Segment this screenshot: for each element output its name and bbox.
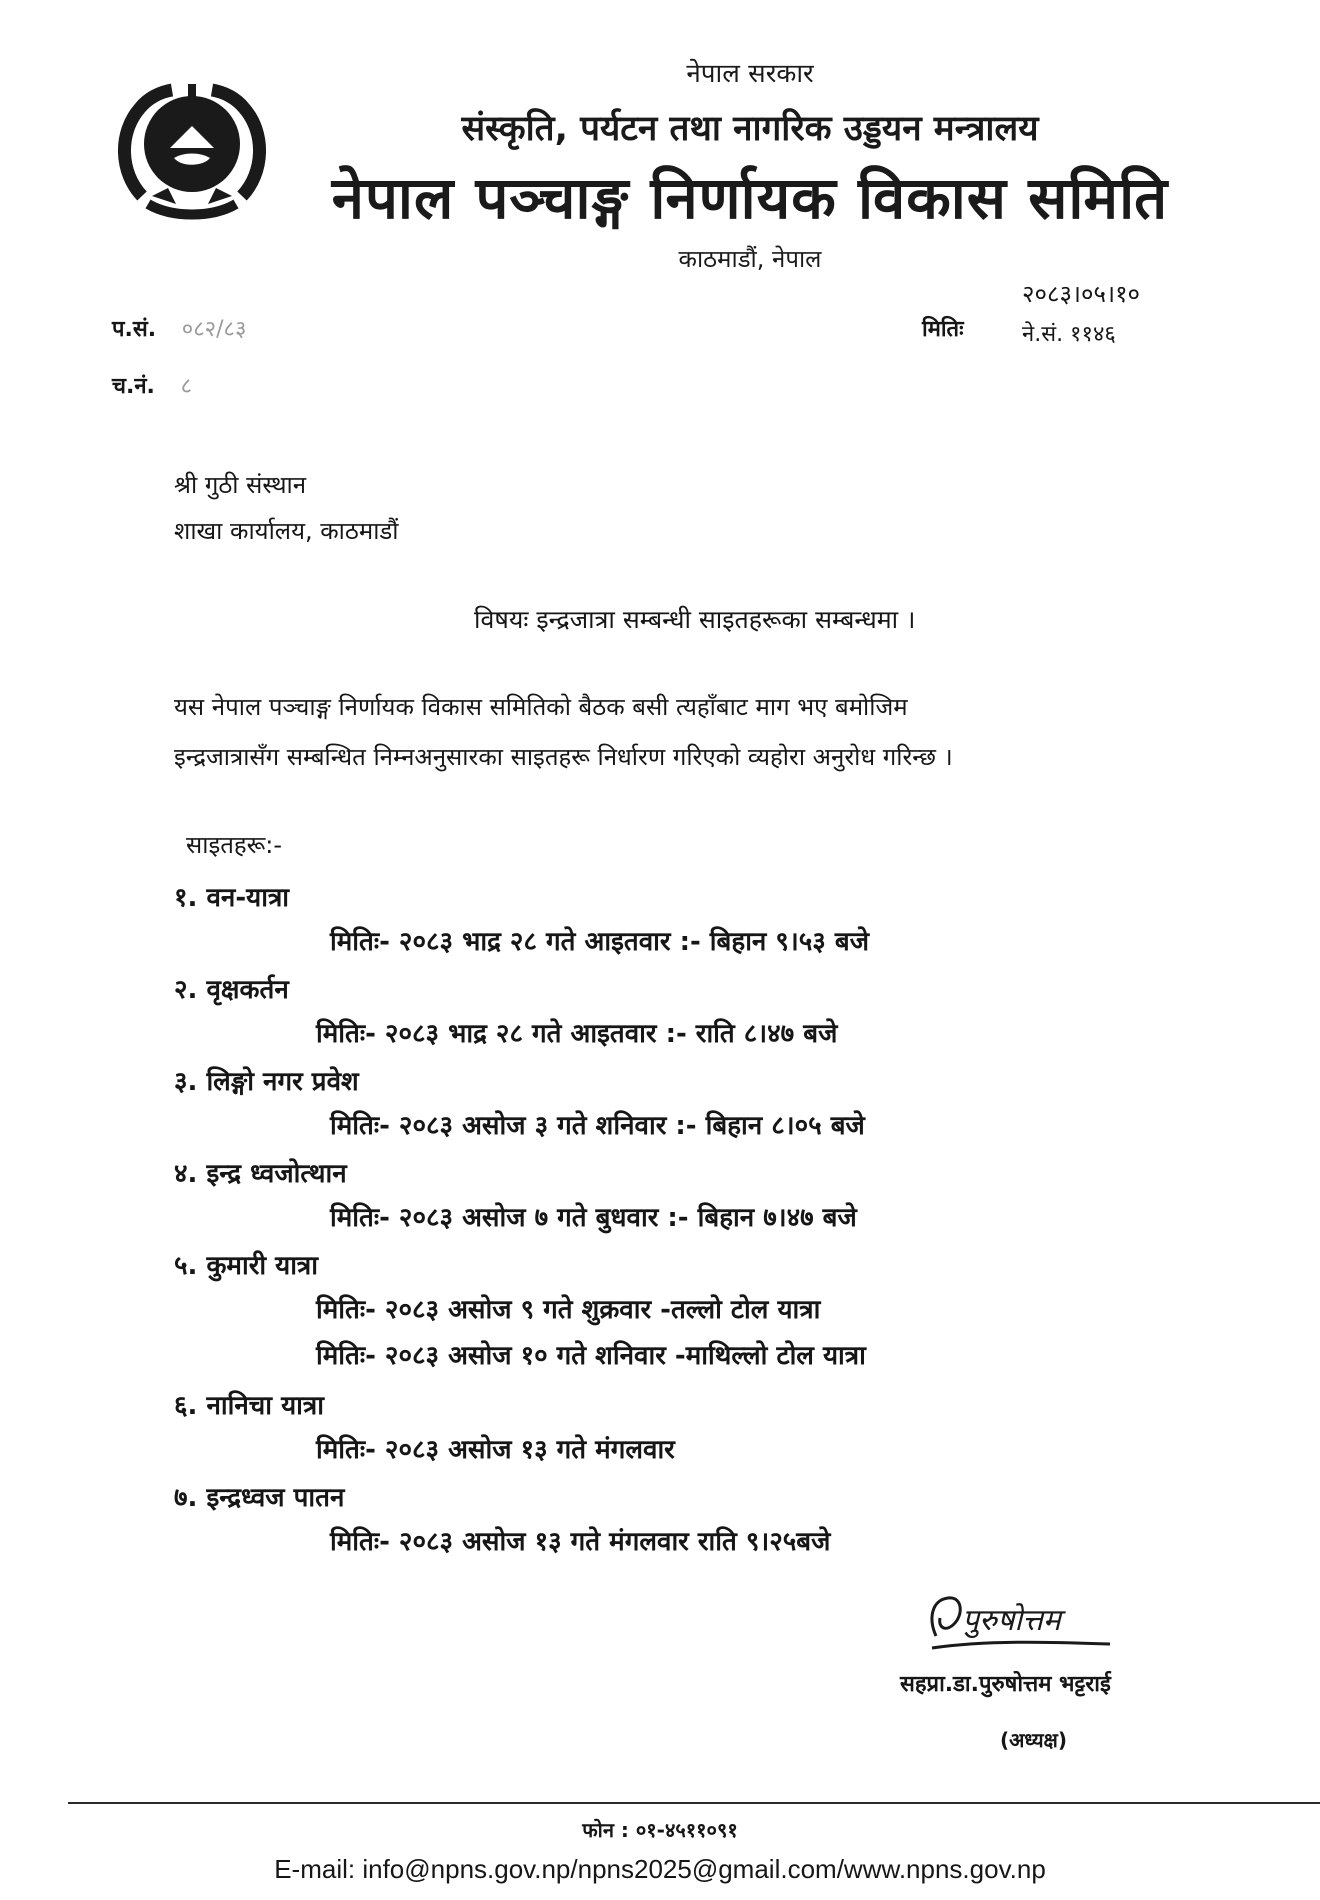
signatory-role: (अध्यक्ष) xyxy=(1000,1728,1068,1752)
item-title: १. वन-यात्रा xyxy=(174,883,290,913)
item-date-line: मितिः- २०८३ भाद्र २८ गते आइतवार :- बिहान ९।५३ बजे xyxy=(330,927,870,957)
ref-cn-label: च.नं. xyxy=(112,374,155,399)
item-date-line: मितिः- २०८३ असोज ७ गते बुधवार :- बिहान ७।४७ बजे xyxy=(330,1203,857,1233)
svg-text:पुरुषोत्तम: पुरुषोत्तम xyxy=(962,1603,1061,1638)
footer-phone: फोन : ०१-४५११०९१ xyxy=(582,1818,738,1842)
footer-email: E-mail: info@npns.gov.np/npns2025@gmail.com/www.npns.gov.np xyxy=(274,1854,1046,1884)
item-title: ६. नानिचा यात्रा xyxy=(174,1391,324,1421)
date-bs: २०८३।०५।१० xyxy=(1022,280,1141,308)
item-date-line: मितिः- २०८३ असोज १३ गते मंगलवार xyxy=(316,1435,675,1465)
item-title: २. वृक्षकर्तन xyxy=(174,975,289,1005)
signature-image xyxy=(918,1588,1116,1658)
ref-cn-value: ८ xyxy=(180,374,193,399)
ministry-title: संस्कृति, पर्यटन तथा नागरिक उड्डयन मन्त्रालय xyxy=(461,109,1039,149)
recipient-line-1: श्री गुठी संस्थान xyxy=(174,471,307,499)
item-title: ७. इन्द्रध्वज पातन xyxy=(174,1483,345,1513)
item-date-line: मितिः- २०८३ असोज ३ गते शनिवार :- बिहान ८।०५ बजे xyxy=(330,1111,865,1141)
item-date-line: मितिः- २०८३ भाद्र २८ गते आइतवार :- राति ८।४७ बजे xyxy=(316,1019,838,1049)
item-title: ५. कुमारी यात्रा xyxy=(174,1251,319,1281)
government-title: नेपाल सरकार xyxy=(686,59,814,89)
city-line: काठमाडौं, नेपाल xyxy=(678,245,822,273)
date-label: मितिः xyxy=(922,317,964,342)
item-title: ४. इन्द्र ध्वजोत्थान xyxy=(174,1159,347,1189)
item-date-line: मितिः- २०८३ असोज १३ गते मंगलवार राति ९।२५बजे xyxy=(330,1527,831,1557)
ref-ps-label: प.सं. xyxy=(112,317,157,342)
item-date-line: मितिः- २०८३ असोज ९ गते शुक्रवार -तल्लो टोल यात्रा xyxy=(316,1295,821,1325)
body-line-1: यस नेपाल पञ्चाङ्ग निर्णायक विकास समितिको बैठक बसी त्यहाँबाट माग भए बमोजिम xyxy=(174,693,908,721)
organization-title: नेपाल पञ्चाङ्ग निर्णायक विकास समिति xyxy=(331,164,1169,232)
body-line-2: इन्द्रजात्रासँग सम्बन्धित निम्नअनुसारका साइतहरू निर्धारण गरिएको व्यहोरा अनुरोध गरिन्छ । xyxy=(174,743,953,771)
item-title: ३. लिङ्गो नगर प्रवेश xyxy=(174,1067,359,1097)
subject-line: विषयः इन्द्रजात्रा सम्बन्धी साइतहरूका सम्बन्धमा । xyxy=(474,605,916,634)
item-date-line: मितिः- २०८३ असोज १० गते शनिवार -माथिल्लो टोल यात्रा xyxy=(316,1341,866,1371)
footer-divider xyxy=(68,1802,1320,1804)
list-heading: साइतहरू:- xyxy=(186,831,283,859)
recipient-line-2: शाखा कार्यालय, काठमाडौं xyxy=(174,517,399,545)
ref-ps xyxy=(112,313,246,343)
date-ns: ने.सं. ११४६ xyxy=(1022,322,1116,347)
signatory-name: सहप्रा.डा.पुरुषोत्तम भट्टराई xyxy=(900,1672,1111,1697)
nepal-government-emblem-icon xyxy=(112,78,272,223)
ref-ps-value: ०८२/८३ xyxy=(181,317,247,342)
ref-cn xyxy=(112,370,192,400)
